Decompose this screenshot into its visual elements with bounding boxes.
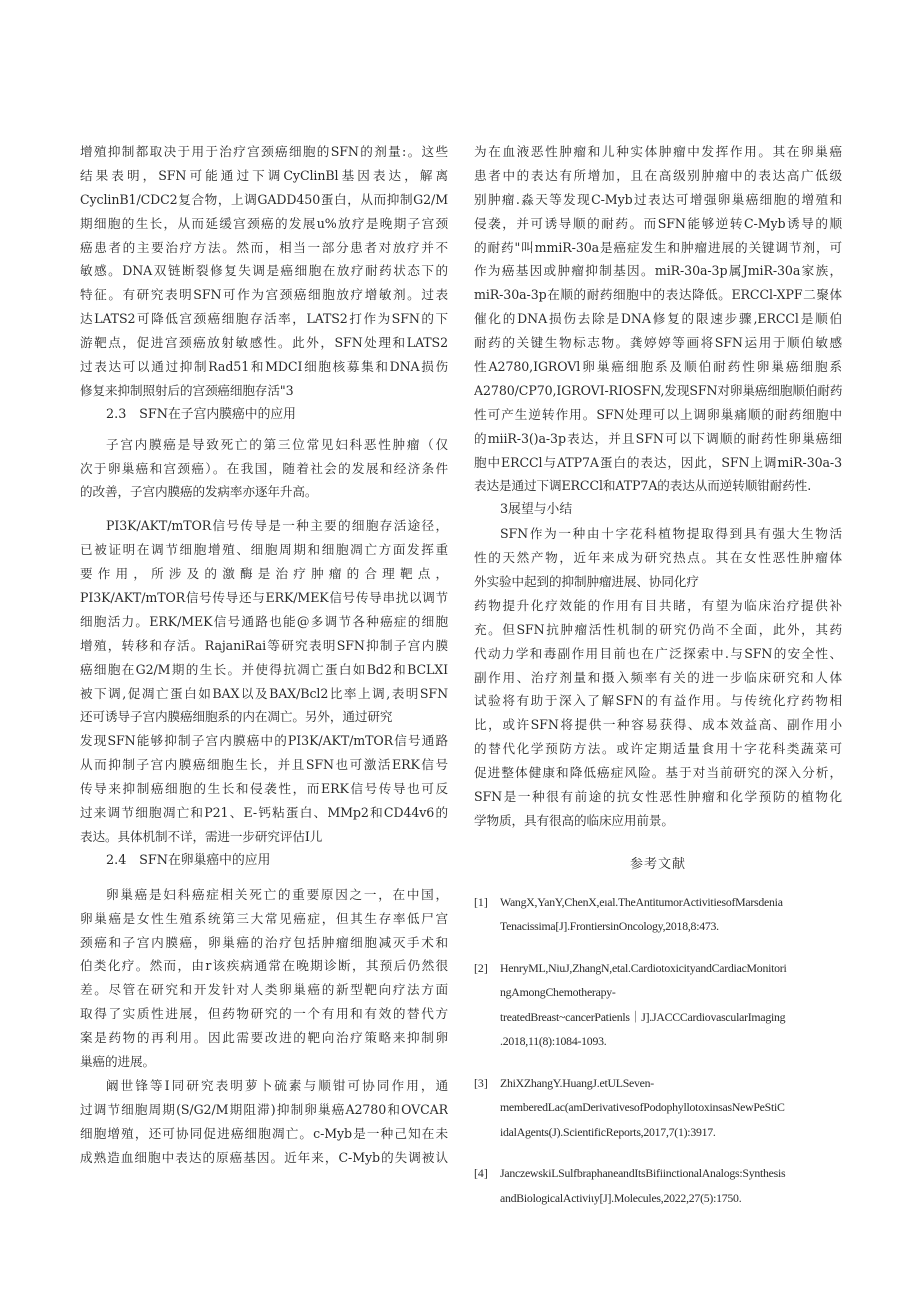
text-line: CyclinB1/CDC2复合物，上调GADD450蛋白，从而抑制G2/M xyxy=(80,191,448,207)
text-line: 次于卵巢癌和宫颈癌）。在我国，随着社会的发展和经济条件 xyxy=(80,460,448,476)
text-line: 患者中的表达有所增加，且在高级别肿瘤中的表达高广低级 xyxy=(474,167,842,183)
paragraph-endometrial-intro xyxy=(80,433,448,505)
text-line: 游靶点，促进宫颈癌放射敏感性。此外，SFN处理和LATS2 xyxy=(80,335,448,351)
text-line: 子宫内膜癌是导致死亡的第三位常见妇科恶性肿瘤（仅 xyxy=(106,436,448,452)
text-line: 传导来抑制癌细胞的生长和侵袭性，而ERK信号传导也可反 xyxy=(80,781,448,797)
reference-item xyxy=(474,1071,842,1145)
text-line: 细胞活力。ERK/MEK信号通路也能@多调节各种癌症的细胞 xyxy=(80,613,448,629)
text-line: A2780/CP70,IGROVI-RIOSFN,发现SFN对卵巢癌细胞顺伯耐药 xyxy=(474,382,842,398)
text-line: 阚世锋等I同研究表明萝卜硫素与顺钳可协同作用，通 xyxy=(106,1077,448,1093)
text-line: 比，或许SFN将提供一种容易获得、成本效益高、副作用小 xyxy=(474,717,842,733)
text-line: 性的天然产物，近年来成为研究热点。其在女性恶性肿瘤体 xyxy=(474,550,842,566)
text-line: 期细胞的生长，从而延缓宫颈癌的发展u%放疗是晚期子宫颈 xyxy=(80,215,448,231)
text-line: 代动力学和毒副作用目前也在广泛探索中.与SFN的安全性、 xyxy=(474,645,842,661)
reference-line: .2018,11(8):1084-1093. xyxy=(500,1034,607,1049)
text-line: 为在血液恶性肿瘤和儿种实体肿瘤中发挥作用。其在卵巢癌 xyxy=(474,144,842,159)
text-line: 伯类化疗。然而，由r该疾病通常在晚期诊断，其预后仍然很 xyxy=(80,958,448,974)
text-line: 性可产生逆转作用。SFN处理可以上调卵巢痛顺的耐药细胞中 xyxy=(474,406,842,422)
text-line: 别肿瘤.淼天等发现C-Myb过表达可增强卵巢癌细胞的增殖和 xyxy=(474,191,842,207)
text-line: 的改善，子宫内膜癌的发病率亦逐年升高。 xyxy=(80,484,318,500)
paragraph-ovarian-intro xyxy=(80,883,448,1074)
text-line: 巢癌的进展。 xyxy=(80,1053,155,1069)
reference-line: JanczewskiLSulfbraphaneandItsBifiinctionalAnalogs:Synthesis xyxy=(500,1166,786,1181)
section-heading-2-4: 2.4 SFN在卵巢癌中的应用 xyxy=(106,852,271,868)
text-line: SFN作为一种由十字花科植物提取得到具有强大生物活 xyxy=(500,526,842,542)
text-line: 试验将有助于深入了解SFN的有益作用。与传统化疗药物相 xyxy=(474,693,842,709)
reference-line: ZhiXZhangY.HuangJ.etULSeven- xyxy=(500,1075,654,1090)
text-line: 过调节细胞周期(S/G2/M期阻滞)抑制卵巢癌A2780和OVCAR xyxy=(80,1101,448,1117)
reference-line: WangX,YanY,ChenX,eıal.TheAntitumorActivitiesofMarsdenia xyxy=(500,894,783,909)
text-line: 案是药物的再利用。因此需要改进的靶向治疗策略来抑制卵 xyxy=(80,1030,448,1046)
reference-number: [2] xyxy=(474,960,488,975)
reference-line: ngAmongChemotherapy- xyxy=(500,985,616,1000)
text-line: 促进整体健康和降低癌症风险。基于对当前研究的深入分析， xyxy=(474,765,842,781)
text-line: 癌患者的主要治疗方法。然而，相当一部分患者对放疗并不 xyxy=(80,239,448,255)
right-column xyxy=(474,140,842,1227)
text-line: 过来调节细胞凋亡和P21、E-钙粘蛋白、MMp2和CD44v6的 xyxy=(80,805,448,821)
reference-line: idalAgents(J).ScientificReports,2017,7(1):3917. xyxy=(500,1124,716,1139)
text-line: 的耐药"叫mmiR-30a是癌症发生和肿瘤进展的关键调节剂，可 xyxy=(474,239,842,255)
text-line: 充。但SFN抗肿瘤活性机制的研究仍尚不全面，此外，其药 xyxy=(474,621,842,637)
text-line: 药物提升化疗效能的作用有目共睹，有望为临床治疗提供补 xyxy=(474,597,842,613)
text-line: 表达是通过下调ERCCl和ATP7A的表达从而逆转顺钳耐药性. xyxy=(474,478,812,494)
text-line: 胞中ERCCl与ATP7A蛋白的表达，因此，SFN上调miR-30a-3 xyxy=(474,454,842,470)
text-line: 增殖，转移和存活。RajaniRai等研究表明SFN抑制子宫内膜 xyxy=(80,637,448,653)
reference-line: Tenacissima[J].FrontiersinOncology,2018,8:473. xyxy=(500,919,719,934)
text-line: 外实验中起到的抑制肿瘤进展、协同化疗 xyxy=(474,574,699,590)
text-line: 还可诱导子宫内膜癌细胞系的内在凋亡。另外，通过研究 xyxy=(80,709,393,725)
text-line: 细胞增殖，还可协同促进癌细胞凋亡。c-Myb是一种己知在未 xyxy=(80,1125,448,1141)
reference-item xyxy=(474,956,842,1054)
text-line: PI3K/AKT/mTOR信号传导是一种主要的细胞存活途径， xyxy=(106,518,448,534)
text-line: 取得了实质性进展，但药物研究的一个有用和有效的替代方 xyxy=(80,1006,448,1022)
paragraph-sulforaphane-cisplatin xyxy=(80,1074,448,1170)
text-line: 差。尽管在研究和开发针对人类卵巢癌的新型靶向疗法方面 xyxy=(80,982,448,998)
reference-item xyxy=(474,890,842,939)
text-line: 癌细胞在G2/M期的生长。并使得抗凋亡蛋白如Bd2和BCLXI xyxy=(80,661,448,677)
text-line: 卵巢癌是女性生殖系统第三大常见癌症，但其生存率低尸宫 xyxy=(80,910,448,926)
text-line: 增殖抑制都取决于用于治疗宫颈癌细胞的SFN的剂量:。这些 xyxy=(80,144,448,159)
text-line: 的替代化学预防方法。或许定期适量食用十字花科类蔬菜可 xyxy=(474,741,842,757)
text-line: PI3K/AKT/mTOR信号传导还与ERK/MEK信号传导串扰以调节 xyxy=(80,590,448,606)
text-line: 的miiR-3()a-3p表达，并且SFN可以下调顺的耐药性卵巢癌细 xyxy=(474,430,842,446)
text-line: 作为癌基因或肿瘤抑制基因。miR-30a-3p属JmiR-30a家族， xyxy=(474,263,842,279)
text-line: 达LATS2可降低宫颈癌细胞存活率，LATS2打作为SFN的下 xyxy=(80,311,448,327)
reference-number: [1] xyxy=(474,894,488,909)
reference-line: treatedBreast~cancerPatienls｜J].JACCCardiovascularImaging xyxy=(500,1009,786,1024)
text-line: 颈癌和子宫内膜癌，卵巢癌的治疗包括肿瘤细胞减灭手术和 xyxy=(80,934,448,950)
text-line: 修复来抑制照射后的宫颈癌细胞存活"3 xyxy=(80,382,294,398)
text-line: 特征。有研究表明SFN可作为宫颈癌细胞放疗增敏剂。过表 xyxy=(80,287,448,303)
paragraph-c-myb-ovarian xyxy=(474,140,842,498)
reference-item xyxy=(474,1161,842,1210)
reference-list xyxy=(474,890,842,1211)
section-heading-3: 3展望与小结 xyxy=(500,502,573,518)
reference-line: andBiologicalActiviιy[J].Molecules,2022,27(5):1750. xyxy=(500,1190,742,1205)
text-line: 结果表明，SFN可能通过下调CyClinBl基因表达，解离 xyxy=(80,167,448,183)
reference-number: [4] xyxy=(474,1166,488,1181)
paragraph-pi3k-akt-mtor xyxy=(80,514,448,848)
left-column xyxy=(80,140,448,1169)
reference-line: HenryML,NiuJ,ZhangN,etal.CardiotoxicityandCardiacMonitori xyxy=(500,960,787,975)
paragraph-cervical-cancer-continued xyxy=(80,140,448,403)
text-line: 已被证明在调节细胞增殖、细胞周期和细胞凋亡方面发挥重 xyxy=(80,542,448,558)
text-line: 敏感。DNA双链断裂修复失调是癌细胞在放疗耐药状态下的 xyxy=(80,263,448,279)
text-line: 耐药的关键生物标志物。龚婷婷等画将SFN运用于顺伯敏感 xyxy=(474,335,842,351)
text-line: 从而抑制子宫内膜癌细胞生长，并且SFN也可激活ERK信号 xyxy=(80,757,448,773)
reference-line: memberedLac(amDerivativesofPodophyllotoxinsasNewPeStiC xyxy=(500,1100,785,1115)
text-line: 学物质，具有很高的临床应用前景。 xyxy=(474,812,674,828)
references-title: 参考文献 xyxy=(629,856,686,872)
paragraph-outlook-summary xyxy=(474,522,842,833)
text-line: 催化的DNA损伤去除是DNA修复的限速步骤,ERCCl是顺伯 xyxy=(474,311,842,327)
text-line: 副作用、治疗剂量和摄入频率有关的进一步临床研究和人体 xyxy=(474,669,842,685)
text-line: 被下调,促凋亡蛋白如BAX以及BAX/Bcl2比率上调,表明SFN xyxy=(80,685,448,701)
text-line: miR-30a-3p在顺的耐药细胞中的表达降低。ERCCl-XPF二聚体 xyxy=(474,287,842,303)
reference-number: [3] xyxy=(474,1075,488,1090)
text-line: 成熟造血细胞中表达的原癌基因。近年来，C-Myb的失调被认 xyxy=(80,1149,448,1165)
text-line: 性A2780,IGROVl卵巢癌细胞系及顺伯耐药性卵巢癌细胞系 xyxy=(474,359,842,375)
text-line: 卵巢癌是妇科癌症相关死亡的重要原因之一，在中国， xyxy=(106,886,448,902)
text-line: 要作用，所涉及的激酶是治疗肿瘤的合理靶点， xyxy=(80,566,448,582)
text-line: 过表达可以通过抑制Rad51和MDCI细胞核募集和DNA损伤 xyxy=(80,359,448,375)
text-line: SFN是一种很有前途的抗女性恶性肿瘤和化学预防的植物化 xyxy=(474,789,842,805)
section-heading-2-3: 2.3 SFN在子宫内膜癌中的应用 xyxy=(106,406,296,422)
text-line: 表达。具体机制不详，需进一步研究评估I儿 xyxy=(80,828,323,844)
text-line: 侵袭，并可诱导顺的耐药。而SFN能够逆转C-Myb诱导的顺 xyxy=(474,215,842,231)
text-line: 发现SFN能够抑制子宫内膜癌中的PI3K/AKT/mTOR信号通路 xyxy=(80,733,448,749)
